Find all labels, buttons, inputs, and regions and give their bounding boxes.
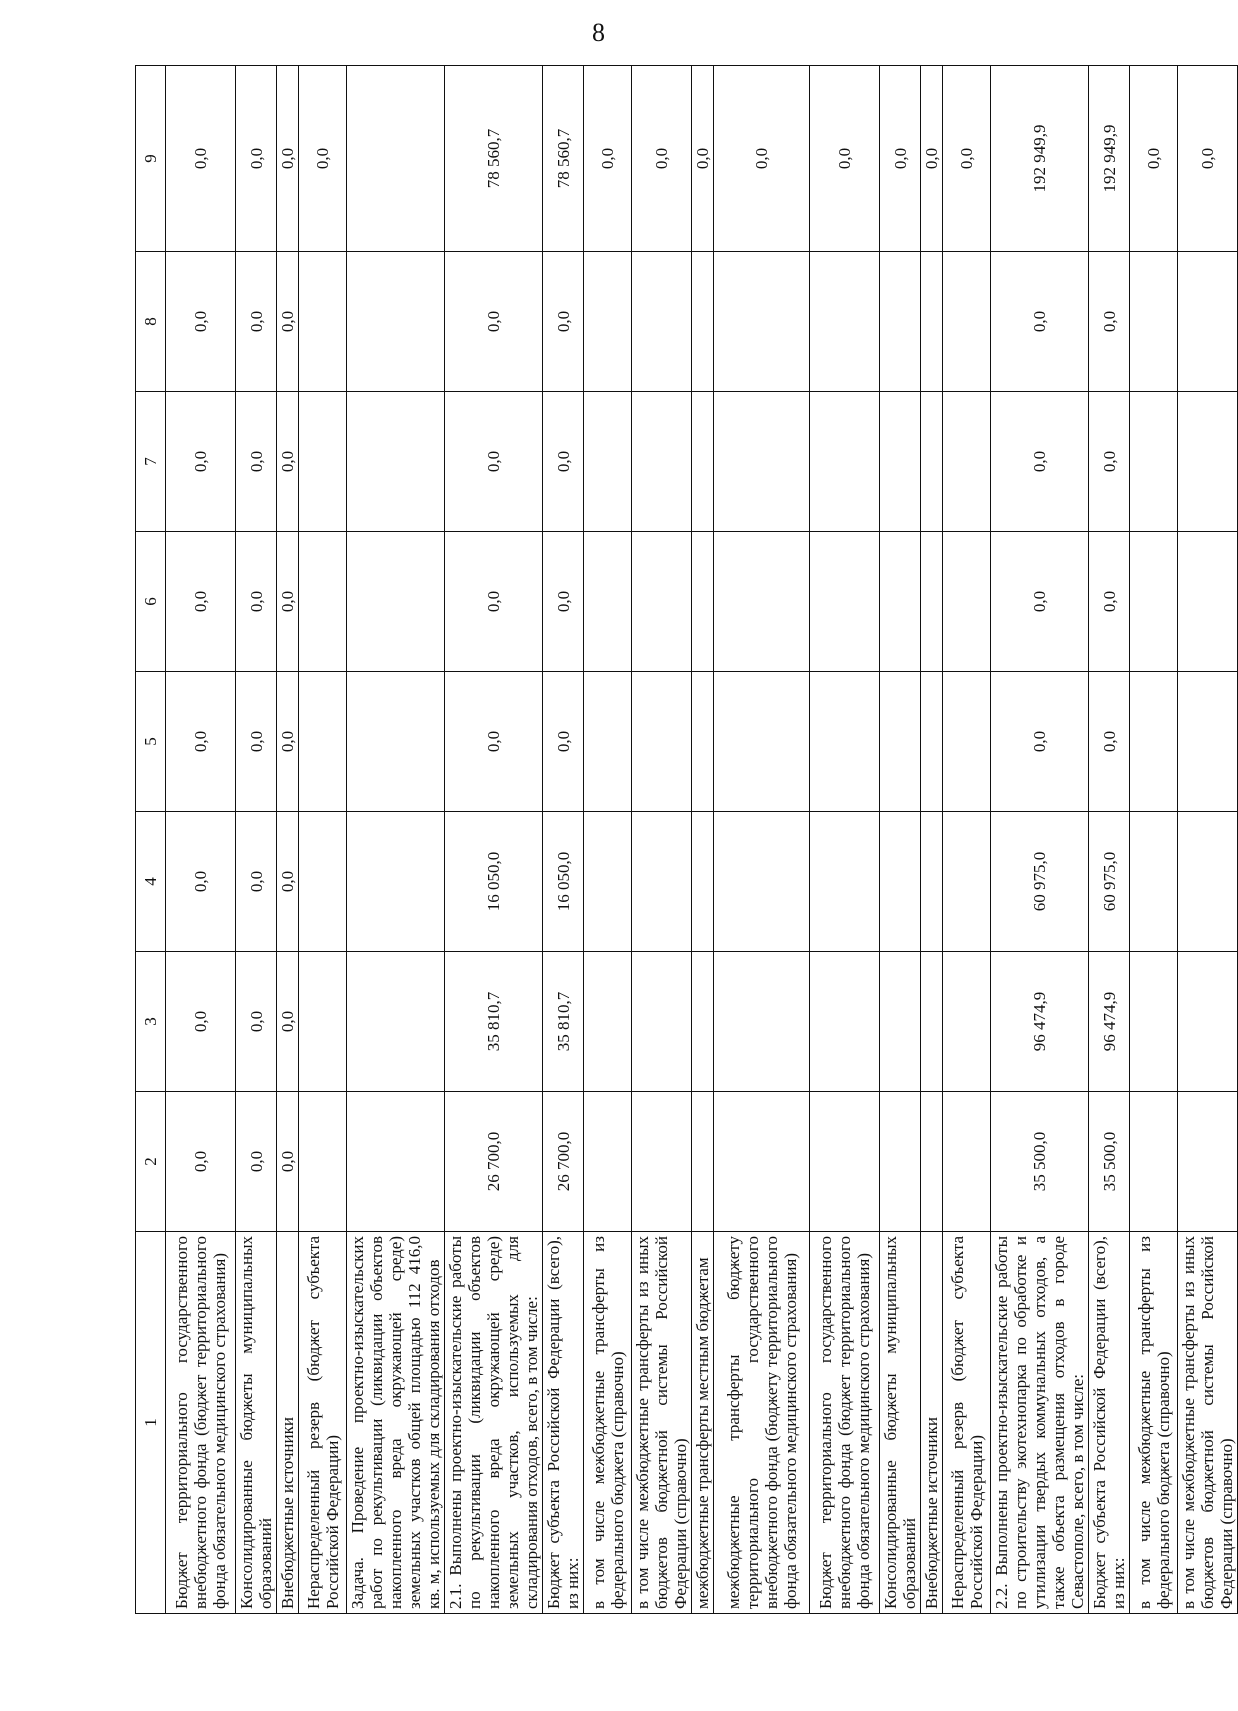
value-cell <box>347 672 445 812</box>
row-label: Бюджет территориального государственного внебюджетного фонда (бюджет территориального фонда обязательного медицинского страхования) <box>166 1232 236 1614</box>
row-label: Бюджет субъекта Российской Федерации (всего), из них: <box>1089 1232 1130 1614</box>
value-cell <box>347 532 445 672</box>
value-cell: 16 050,0 <box>543 812 584 952</box>
value-cell: 0,0 <box>166 812 236 952</box>
table-row <box>991 66 1089 1614</box>
value-cell <box>632 812 692 952</box>
value-cell: 0,0 <box>277 952 299 1092</box>
value-cell <box>299 952 347 1092</box>
row-label: в том числе межбюджетные трансферты из иных бюджетов бюджетной системы Российской Федерации (справочно) <box>1178 1232 1238 1614</box>
value-cell: 0,0 <box>236 952 277 1092</box>
header-cell: 4 <box>136 812 166 952</box>
value-cell: 0,0 <box>1089 392 1130 532</box>
value-cell: 0,0 <box>166 252 236 392</box>
value-cell <box>632 1092 692 1232</box>
row-label: Задача. Проведение проектно-изыскательских работ по рекультивации (ликвидации объектов накопленного вреда окружающей среде) земельных участков общей площадью 112 416,0 кв. м, используемых для складирования отходов <box>347 1232 445 1614</box>
value-cell <box>810 1092 880 1232</box>
value-cell <box>632 952 692 1092</box>
value-cell <box>943 392 991 532</box>
value-cell: 0,0 <box>236 1092 277 1232</box>
table-row <box>347 66 445 1614</box>
value-cell: 0,0 <box>236 252 277 392</box>
value-cell <box>921 672 943 812</box>
value-cell: 0,0 <box>880 66 921 252</box>
value-cell <box>810 812 880 952</box>
value-cell: 35 500,0 <box>991 1092 1089 1232</box>
value-cell <box>347 1092 445 1232</box>
value-cell: 0,0 <box>1130 66 1178 252</box>
value-cell <box>299 392 347 532</box>
row-label: Консолидированные бюджеты муниципальных образований <box>236 1232 277 1614</box>
table-row <box>236 66 277 1614</box>
value-cell <box>1130 952 1178 1092</box>
value-cell: 0,0 <box>166 392 236 532</box>
value-cell <box>714 812 810 952</box>
header-cell: 7 <box>136 392 166 532</box>
value-cell <box>299 532 347 672</box>
header-cell: 5 <box>136 672 166 812</box>
value-cell <box>810 392 880 532</box>
value-cell <box>347 392 445 532</box>
value-cell: 0,0 <box>991 532 1089 672</box>
table-row <box>1089 66 1130 1614</box>
value-cell: 78 560,7 <box>445 66 543 252</box>
table-row <box>543 66 584 1614</box>
value-cell <box>714 392 810 532</box>
value-cell <box>921 532 943 672</box>
row-label: Нераспределенный резерв (бюджет субъекта Российской Федерации) <box>943 1232 991 1614</box>
value-cell <box>921 252 943 392</box>
row-label: Консолидированные бюджеты муниципальных образований <box>880 1232 921 1614</box>
value-cell <box>692 1092 714 1232</box>
value-cell: 0,0 <box>277 532 299 672</box>
value-cell <box>921 1092 943 1232</box>
value-cell: 0,0 <box>166 532 236 672</box>
value-cell <box>692 392 714 532</box>
table-row <box>166 66 236 1614</box>
value-cell <box>921 812 943 952</box>
value-cell: 0,0 <box>692 66 714 252</box>
value-cell: 35 500,0 <box>1089 1092 1130 1232</box>
value-cell: 0,0 <box>277 812 299 952</box>
budget-table-rotated <box>135 66 1236 1614</box>
value-cell: 0,0 <box>299 66 347 252</box>
header-cell: 1 <box>136 1232 166 1614</box>
value-cell <box>1178 812 1238 952</box>
row-label: Внебюджетные источники <box>921 1232 943 1614</box>
value-cell: 192 949,9 <box>1089 66 1130 252</box>
value-cell <box>1130 1092 1178 1232</box>
value-cell <box>1130 532 1178 672</box>
row-label: Внебюджетные источники <box>277 1232 299 1614</box>
value-cell <box>921 392 943 532</box>
value-cell: 0,0 <box>277 1092 299 1232</box>
row-label: в том числе межбюджетные трансферты из федерального бюджета (справочно) <box>1130 1232 1178 1614</box>
value-cell <box>692 672 714 812</box>
value-cell: 0,0 <box>943 66 991 252</box>
value-cell <box>347 66 445 252</box>
table-row <box>584 66 632 1614</box>
table-row <box>943 66 991 1614</box>
value-cell: 0,0 <box>166 66 236 252</box>
value-cell <box>1178 532 1238 672</box>
table-row <box>445 66 543 1614</box>
value-cell <box>880 672 921 812</box>
value-cell <box>584 392 632 532</box>
value-cell <box>584 252 632 392</box>
value-cell <box>880 812 921 952</box>
value-cell <box>584 1092 632 1232</box>
value-cell <box>810 672 880 812</box>
table-row <box>1130 66 1178 1614</box>
value-cell <box>714 672 810 812</box>
value-cell <box>1130 392 1178 532</box>
value-cell <box>1178 392 1238 532</box>
value-cell: 0,0 <box>445 532 543 672</box>
budget-table <box>135 65 1238 1614</box>
value-cell: 0,0 <box>991 392 1089 532</box>
value-cell: 0,0 <box>991 672 1089 812</box>
value-cell: 0,0 <box>277 252 299 392</box>
value-cell <box>584 532 632 672</box>
table-row <box>692 66 714 1614</box>
value-cell <box>584 672 632 812</box>
value-cell: 60 975,0 <box>1089 812 1130 952</box>
value-cell <box>1130 812 1178 952</box>
value-cell <box>299 1092 347 1232</box>
header-row <box>136 66 166 1614</box>
value-cell <box>1178 252 1238 392</box>
value-cell <box>1130 252 1178 392</box>
value-cell <box>943 252 991 392</box>
page-number: 8 <box>592 18 605 47</box>
value-cell: 0,0 <box>543 252 584 392</box>
header-cell: 9 <box>136 66 166 252</box>
value-cell <box>632 532 692 672</box>
value-cell <box>1178 952 1238 1092</box>
value-cell: 192 949,9 <box>991 66 1089 252</box>
value-cell <box>692 952 714 1092</box>
table-row <box>632 66 692 1614</box>
value-cell <box>943 952 991 1092</box>
value-cell <box>347 812 445 952</box>
value-cell: 26 700,0 <box>445 1092 543 1232</box>
value-cell: 0,0 <box>236 812 277 952</box>
value-cell: 78 560,7 <box>543 66 584 252</box>
row-label: Нераспределенный резерв (бюджет субъекта Российской Федерации) <box>299 1232 347 1614</box>
table-row <box>299 66 347 1614</box>
value-cell <box>880 952 921 1092</box>
value-cell: 0,0 <box>543 672 584 812</box>
value-cell <box>1178 672 1238 812</box>
table-row <box>810 66 880 1614</box>
table-row <box>921 66 943 1614</box>
value-cell: 0,0 <box>1089 252 1130 392</box>
header-cell: 3 <box>136 952 166 1092</box>
table-row <box>277 66 299 1614</box>
value-cell: 0,0 <box>1089 532 1130 672</box>
header-cell: 2 <box>136 1092 166 1232</box>
row-label: 2.1. Выполнены проектно-изыскательские работы по рекультивации (ликвидации объектов накопленного вреда окружающей среде) земельных участков, используемых для складирования отходов, всего, в том числе: <box>445 1232 543 1614</box>
value-cell <box>692 252 714 392</box>
value-cell <box>943 672 991 812</box>
value-cell: 0,0 <box>277 672 299 812</box>
value-cell: 0,0 <box>236 532 277 672</box>
value-cell: 0,0 <box>921 66 943 252</box>
value-cell <box>880 392 921 532</box>
value-cell: 0,0 <box>166 952 236 1092</box>
value-cell: 0,0 <box>236 392 277 532</box>
value-cell <box>943 812 991 952</box>
value-cell <box>632 392 692 532</box>
table-row <box>1178 66 1238 1614</box>
value-cell: 0,0 <box>445 672 543 812</box>
value-cell: 0,0 <box>277 66 299 252</box>
value-cell <box>810 252 880 392</box>
row-label: в том числе межбюджетные трансферты из федерального бюджета (справочно) <box>584 1232 632 1614</box>
value-cell <box>714 532 810 672</box>
value-cell: 0,0 <box>1089 672 1130 812</box>
value-cell: 96 474,9 <box>991 952 1089 1092</box>
value-cell <box>632 672 692 812</box>
value-cell <box>692 812 714 952</box>
value-cell <box>810 952 880 1092</box>
value-cell <box>880 252 921 392</box>
value-cell: 0,0 <box>445 252 543 392</box>
value-cell: 0,0 <box>991 252 1089 392</box>
row-label: межбюджетные трансферты местным бюджетам <box>692 1232 714 1614</box>
value-cell <box>632 252 692 392</box>
value-cell: 0,0 <box>543 392 584 532</box>
value-cell: 26 700,0 <box>543 1092 584 1232</box>
table-row <box>714 66 810 1614</box>
value-cell <box>714 252 810 392</box>
value-cell: 0,0 <box>584 66 632 252</box>
value-cell <box>714 952 810 1092</box>
value-cell: 0,0 <box>810 66 880 252</box>
row-label: Бюджет территориального государственного внебюджетного фонда (бюджет территориального фонда обязательного медицинского страхования) <box>810 1232 880 1614</box>
value-cell <box>880 532 921 672</box>
header-cell: 6 <box>136 532 166 672</box>
value-cell <box>921 952 943 1092</box>
value-cell: 0,0 <box>166 1092 236 1232</box>
value-cell: 96 474,9 <box>1089 952 1130 1092</box>
value-cell: 0,0 <box>632 66 692 252</box>
value-cell: 0,0 <box>714 66 810 252</box>
header-cell: 8 <box>136 252 166 392</box>
value-cell <box>714 1092 810 1232</box>
value-cell: 0,0 <box>543 532 584 672</box>
value-cell: 60 975,0 <box>991 812 1089 952</box>
value-cell <box>299 672 347 812</box>
value-cell: 16 050,0 <box>445 812 543 952</box>
value-cell <box>1130 672 1178 812</box>
value-cell <box>1178 1092 1238 1232</box>
row-label: 2.2. Выполнены проектно-изыскательские работы по строительству экотехнопарка по обработке и утилизации твердых коммунальных отходов, а также объекта размещения отходов в городе Севастополе, всего, в том числе: <box>991 1232 1089 1614</box>
value-cell: 0,0 <box>445 392 543 532</box>
value-cell <box>584 812 632 952</box>
table-row <box>880 66 921 1614</box>
value-cell: 0,0 <box>236 672 277 812</box>
value-cell <box>943 1092 991 1232</box>
row-label: межбюджетные трансферты бюджету территориального государственного внебюджетного фонда (бюджету территориального фонда обязательного медицинского страхования) <box>714 1232 810 1614</box>
value-cell: 0,0 <box>277 392 299 532</box>
value-cell: 35 810,7 <box>445 952 543 1092</box>
value-cell: 0,0 <box>1178 66 1238 252</box>
value-cell: 35 810,7 <box>543 952 584 1092</box>
row-label: в том числе межбюджетные трансферты из иных бюджетов бюджетной системы Российской Федерации (справочно) <box>632 1232 692 1614</box>
value-cell <box>299 812 347 952</box>
value-cell <box>692 532 714 672</box>
value-cell: 0,0 <box>166 672 236 812</box>
value-cell: 0,0 <box>236 66 277 252</box>
value-cell <box>584 952 632 1092</box>
value-cell <box>299 252 347 392</box>
value-cell <box>943 532 991 672</box>
value-cell <box>347 252 445 392</box>
value-cell <box>810 532 880 672</box>
value-cell <box>347 952 445 1092</box>
value-cell <box>880 1092 921 1232</box>
row-label: Бюджет субъекта Российской Федерации (всего), из них: <box>543 1232 584 1614</box>
